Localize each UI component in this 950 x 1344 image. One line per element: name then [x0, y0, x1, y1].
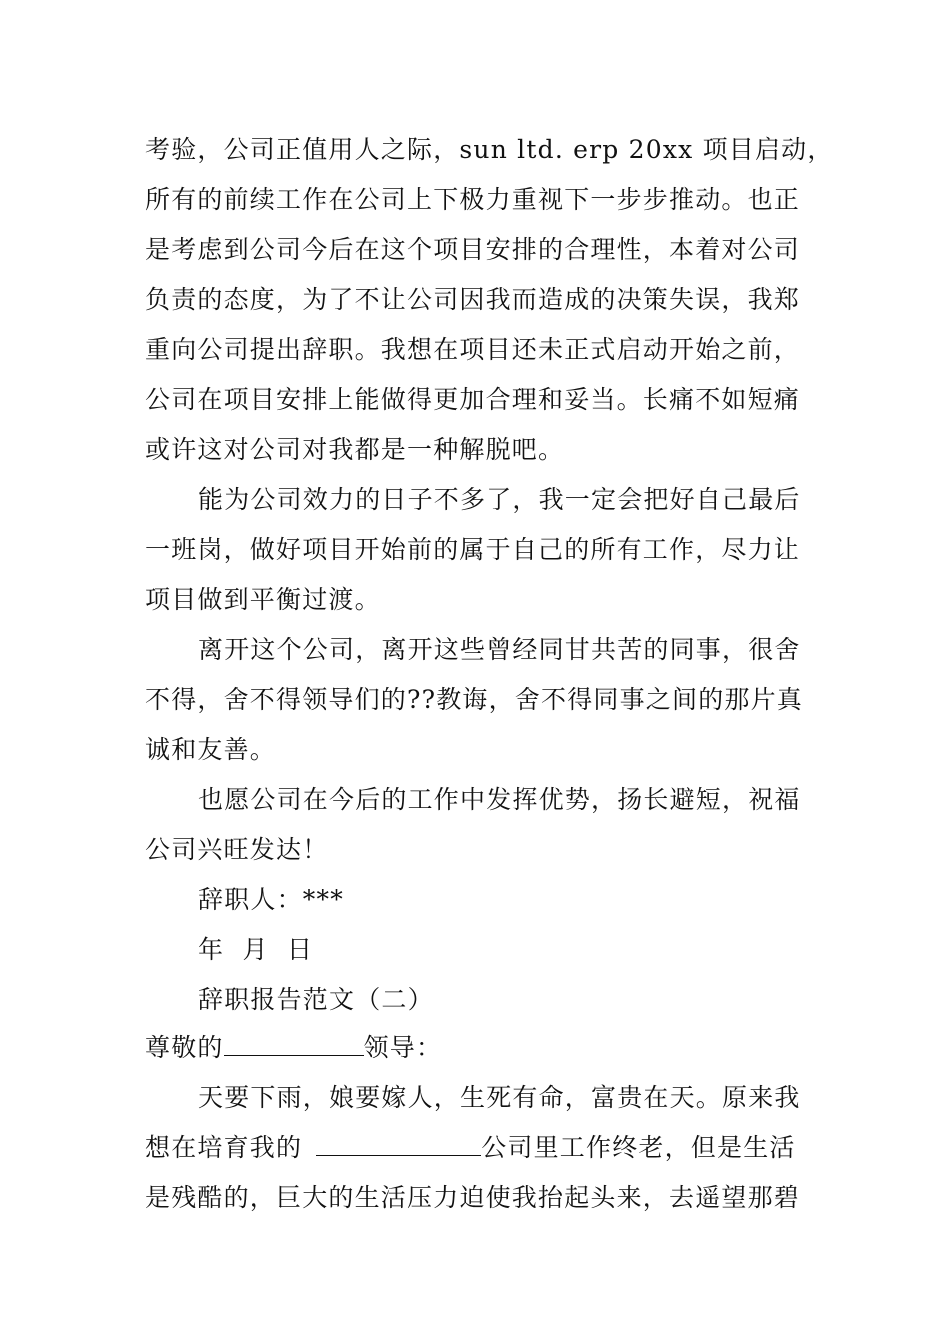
text-line: 所有的前续工作在公司上下极力重视下一步步推动。也正: [145, 185, 801, 214]
text-line: 是考虑到公司今后在这个项目安排的合理性，本着对公司: [145, 235, 801, 264]
text-line: 项目做到平衡过渡。: [145, 585, 381, 614]
text-line: 公司在项目安排上能做得更加合理和妥当。长痛不如短痛: [145, 385, 801, 414]
section-heading: 辞职报告范文（二）: [198, 985, 434, 1014]
salutation-line: [145, 1032, 442, 1064]
text-line: 重向公司提出辞职。我想在项目还未正式启动开始之前，: [145, 335, 801, 364]
text-line: 或许这对公司对我都是一种解脱吧。: [145, 435, 565, 464]
text-line: 能为公司效力的日子不多了，我一定会把好自己最后: [198, 485, 801, 514]
text-line: [145, 1132, 796, 1164]
text-line: 诚和友善。: [145, 735, 277, 764]
text-line: 负责的态度，为了不让公司因我而造成的决策失误，我郑: [145, 285, 801, 314]
date-line: 年 月 日: [198, 935, 314, 964]
text-line: 一班岗，做好项目开始前的属于自己的所有工作，尽力让: [145, 535, 801, 564]
text-line: 天要下雨，娘要嫁人，生死有命，富贵在天。原来我: [198, 1083, 801, 1112]
text-segment: 公司里工作终老，但是生活: [481, 1133, 796, 1162]
text-line: 是残酷的，巨大的生活压力迫使我抬起头来，去遥望那碧: [145, 1183, 801, 1212]
salutation-suffix: 领导：: [363, 1033, 443, 1062]
text-line: 也愿公司在今后的工作中发挥优势，扬长避短，祝福: [198, 785, 801, 814]
fill-in-blank: [316, 1133, 481, 1156]
text-segment: 想在培育我的: [145, 1133, 303, 1162]
text-line: 不得，舍不得领导们的??教诲，舍不得同事之间的那片真: [145, 685, 804, 714]
text-line: 离开这个公司，离开这些曾经同甘共苦的同事，很舍: [198, 635, 801, 664]
fill-in-blank: [224, 1033, 364, 1056]
salutation-prefix: 尊敬的: [145, 1033, 224, 1062]
signature-line: 辞职人：***: [198, 885, 344, 914]
text-line: 公司兴旺发达！: [145, 835, 329, 864]
text-line: 考验，公司正值用人之际，sun ltd. erp 20xx 项目启动，: [145, 135, 834, 164]
